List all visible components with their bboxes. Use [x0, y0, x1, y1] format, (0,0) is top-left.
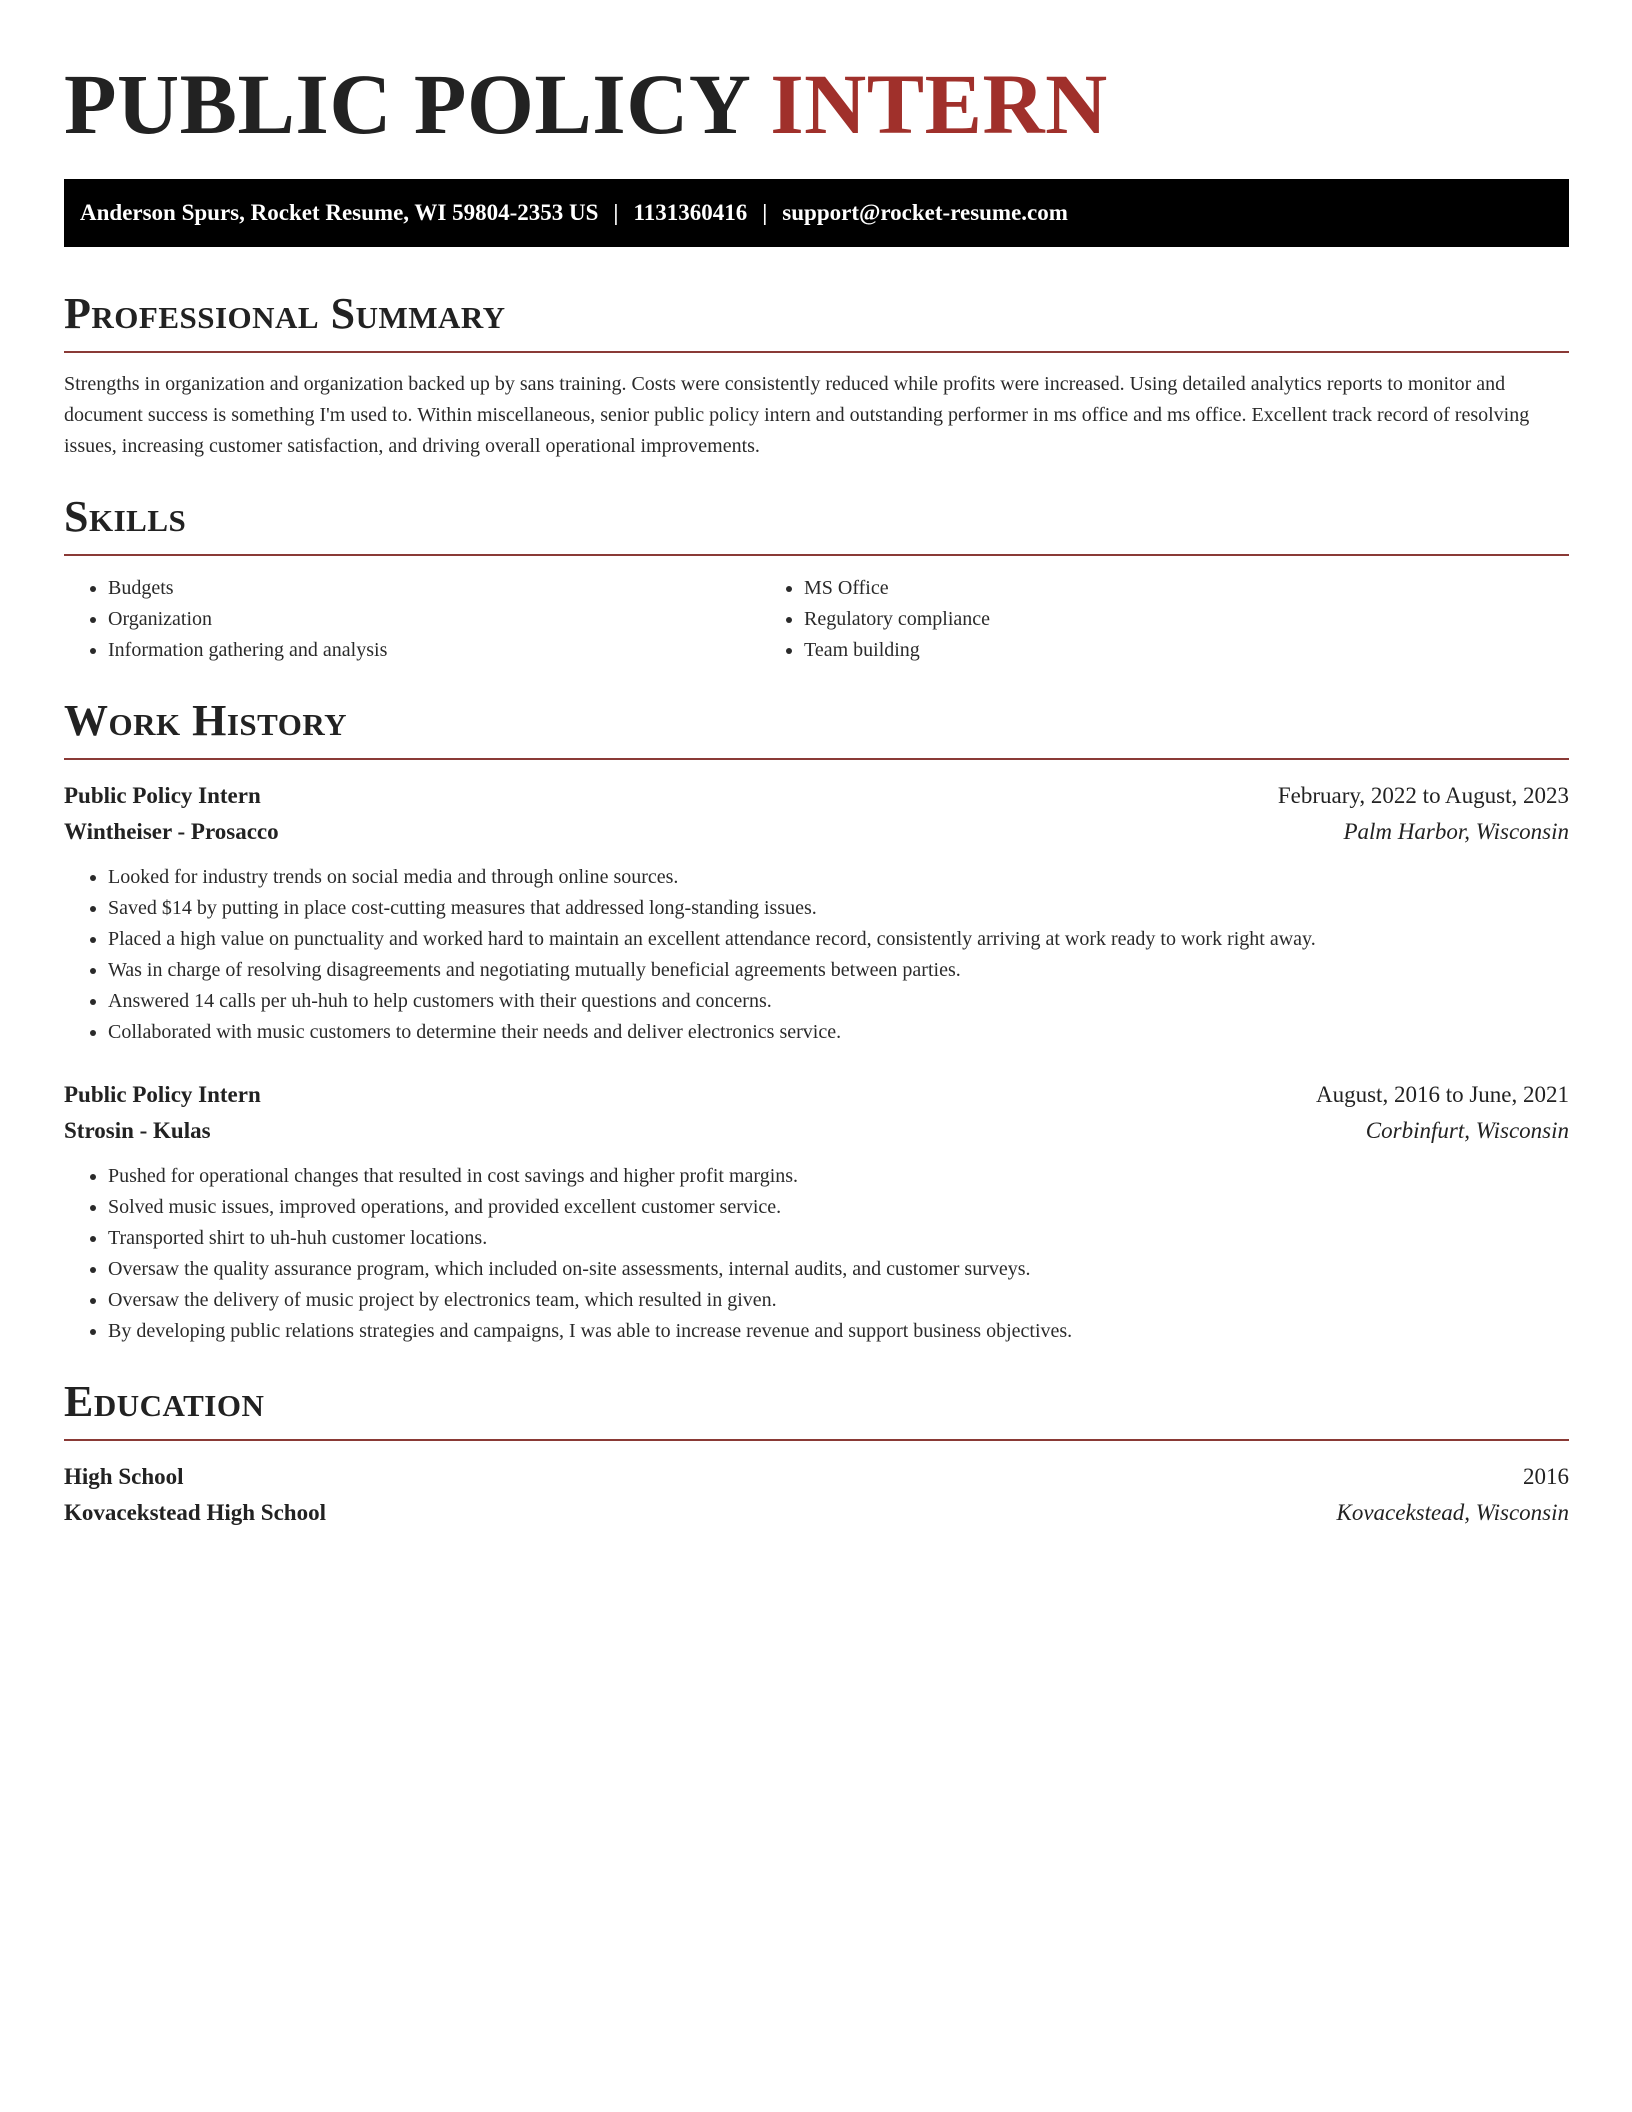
skill-item: • Regulatory compliance	[804, 604, 1456, 635]
section-divider	[64, 351, 1569, 353]
skills-grid	[64, 573, 1569, 666]
resume-title	[64, 56, 1569, 152]
education-location: Kovacekstead, Wisconsin	[1336, 1500, 1569, 1525]
job-bullet: • Answered 14 calls per uh-huh to help customers with their questions and concerns.	[108, 986, 1569, 1017]
job-bullet: • Was in charge of resolving disagreements and negotiating mutually beneficial agreements between parties.	[108, 955, 1569, 986]
job-bullet: • Oversaw the quality assurance program, which included on-site assessments, internal audits, and customer surveys.	[108, 1254, 1569, 1285]
job-bullet: • By developing public relations strategies and campaigns, I was able to increase revenue and support business objectives.	[108, 1316, 1569, 1347]
skills-section	[64, 493, 1569, 666]
work-history-heading: Work History	[64, 696, 348, 745]
job-bullet: • Saved $14 by putting in place cost-cutting measures that addressed long-standing issues.	[108, 893, 1569, 924]
education-entry	[64, 1459, 1569, 1531]
job-bullet: • Placed a high value on punctuality and worked hard to maintain an excellent attendance record, consistently arriving at work ready to work right away.	[108, 924, 1569, 955]
job-dates: February, 2022 to August, 2023	[1277, 783, 1569, 808]
education-section	[64, 1378, 1569, 1531]
job-location: Palm Harbor, Wisconsin	[1343, 819, 1569, 844]
skills-list-left	[64, 573, 760, 666]
job-bullet: • Looked for industry trends on social media and through online sources.	[108, 862, 1569, 893]
job-company-row	[64, 814, 1569, 850]
contact-email: support@rocket-resume.com	[782, 200, 1068, 225]
education-school: Kovacekstead High School	[64, 1500, 326, 1525]
skill-item: • Team building	[804, 635, 1456, 666]
contact-separator: |	[613, 200, 619, 225]
skill-item: • Budgets	[108, 573, 760, 604]
education-school-row	[64, 1495, 1569, 1531]
education-degree: High School	[64, 1464, 184, 1489]
contact-phone: 1131360416	[633, 200, 748, 225]
job-header-row	[64, 778, 1569, 814]
skill-item: • Organization	[108, 604, 760, 635]
education-header-row	[64, 1459, 1569, 1495]
job-company: Strosin - Kulas	[64, 1118, 211, 1143]
job-bullets	[64, 862, 1569, 1048]
contact-address: Anderson Spurs, Rocket Resume, WI 59804-2353 US	[80, 200, 599, 225]
skill-item: • MS Office	[804, 573, 1456, 604]
education-heading: Education	[64, 1377, 265, 1426]
job-company-row	[64, 1113, 1569, 1149]
section-divider	[64, 1439, 1569, 1441]
job-header-row	[64, 1077, 1569, 1113]
job-bullet: • Oversaw the delivery of music project by electronics team, which resulted in given.	[108, 1285, 1569, 1316]
summary-heading: Professional Summary	[64, 289, 506, 338]
job-bullet: • Pushed for operational changes that resulted in cost savings and higher profit margins.	[108, 1161, 1569, 1192]
title-accent: INTERN	[770, 56, 1108, 152]
education-year: 2016	[1523, 1464, 1569, 1489]
title-main: PUBLIC POLICY	[64, 56, 749, 152]
skill-item: • Information gathering and analysis	[108, 635, 760, 666]
work-history-section	[64, 697, 1569, 1347]
job-bullet: • Solved music issues, improved operations, and provided excellent customer service.	[108, 1192, 1569, 1223]
job-bullet: • Collaborated with music customers to determine their needs and deliver electronics service.	[108, 1017, 1569, 1048]
job-location: Corbinfurt, Wisconsin	[1365, 1118, 1569, 1143]
job-entry	[64, 778, 1569, 1048]
contact-separator: |	[762, 200, 768, 225]
skills-list-right	[760, 573, 1456, 666]
skills-heading: Skills	[64, 492, 187, 541]
job-bullets	[64, 1161, 1569, 1347]
job-dates: August, 2016 to June, 2021	[1316, 1082, 1569, 1107]
contact-bar	[64, 179, 1569, 247]
job-company: Wintheiser - Prosacco	[64, 819, 279, 844]
summary-text: Strengths in organization and organization backed up by sans training. Costs were consistently reduced while profits were increased. Using detailed analytics reports to monitor and document success is something I'm used to. Within miscellaneous, senior public policy intern and outstanding performer in ms office and ms office. Excellent track record of resolving issues, increasing customer satisfaction, and driving overall operational improvements.	[64, 373, 1530, 457]
section-divider	[64, 758, 1569, 760]
section-divider	[64, 554, 1569, 556]
job-entry	[64, 1077, 1569, 1347]
summary-section	[64, 290, 1569, 462]
job-bullet: • Transported shirt to uh-huh customer locations.	[108, 1223, 1569, 1254]
job-title: Public Policy Intern	[64, 1082, 261, 1107]
job-title: Public Policy Intern	[64, 783, 261, 808]
